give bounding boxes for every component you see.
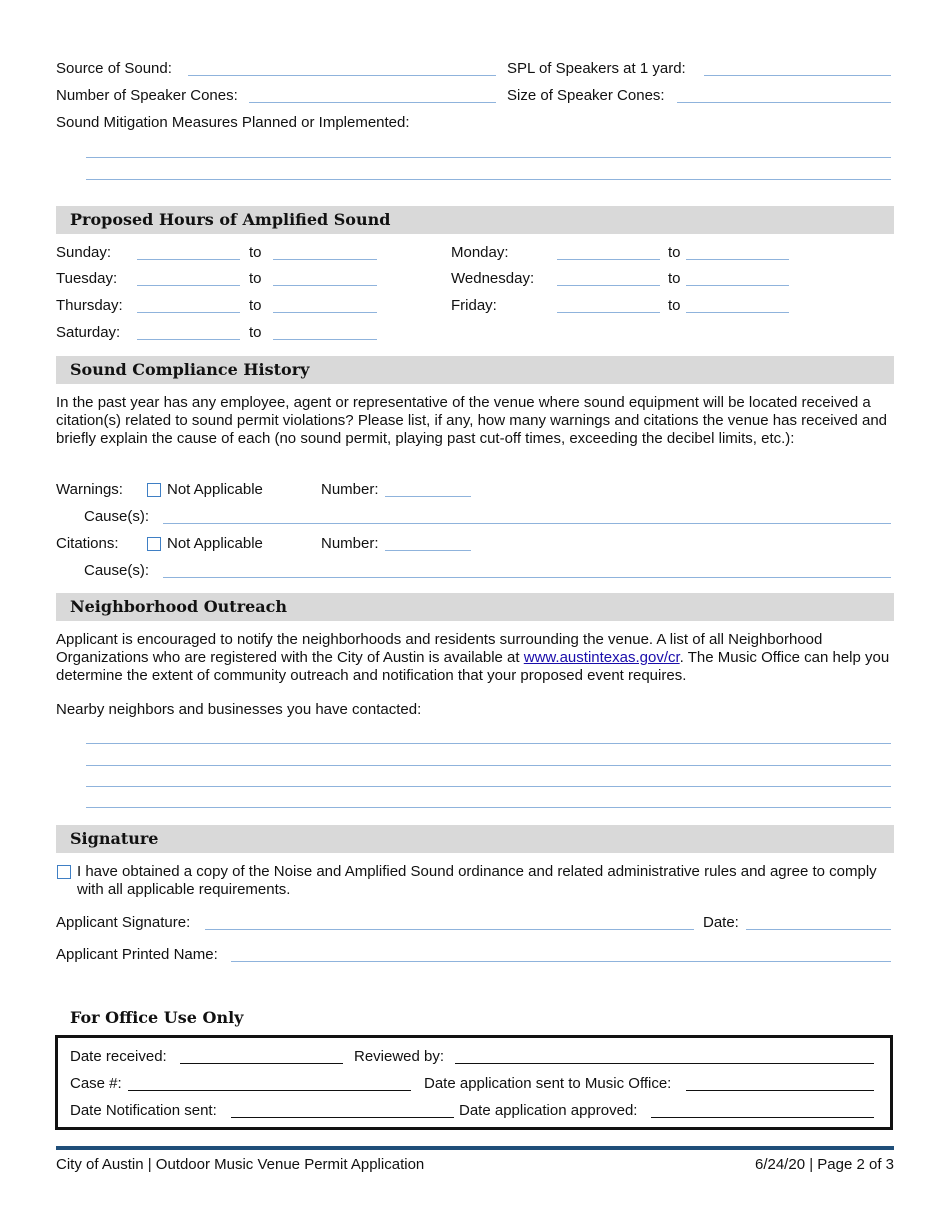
approved-label: Date application approved:	[459, 1102, 638, 1119]
citations-number-label: Number:	[321, 535, 379, 552]
agreement-text: I have obtained a copy of the Noise and Amplified Sound ordinance and related administrative rules and agree to comply with all applicable requirements.	[77, 863, 877, 898]
office-use-title: For Office Use Only	[70, 1008, 244, 1027]
footer-divider	[56, 1146, 894, 1150]
to-label: to	[249, 297, 262, 314]
speaker-cones-size-label: Size of Speaker Cones:	[507, 87, 665, 104]
agreement-checkbox[interactable]	[57, 865, 71, 879]
monday-end-field[interactable]	[686, 259, 789, 260]
section-title: Proposed Hours of Amplified Sound	[70, 210, 391, 229]
spl-label: SPL of Speakers at 1 yard:	[507, 60, 686, 77]
outreach-text-before-link: Applicant is encouraged to notify the neighborhoods and residents surrounding the venue. A list of all Neighborhood Organizations who are registered with the City of Austin is available at	[56, 631, 823, 666]
citations-not-applicable-label: Not Applicable	[167, 535, 263, 552]
signature-date-field[interactable]	[746, 929, 891, 930]
to-label: to	[668, 297, 681, 314]
warnings-not-applicable-label: Not Applicable	[167, 481, 263, 498]
saturday-end-field[interactable]	[273, 339, 377, 340]
section-sound-compliance	[56, 356, 894, 384]
warnings-causes-label: Cause(s):	[84, 508, 150, 525]
footer-page-info: 6/24/20 | Page 2 of 3	[754, 1156, 894, 1173]
tuesday-start-field[interactable]	[137, 285, 240, 286]
section-title: Neighborhood Outreach	[70, 597, 288, 616]
to-label: to	[249, 270, 262, 287]
printed-name-field[interactable]	[231, 961, 891, 962]
warnings-not-applicable-checkbox[interactable]	[147, 483, 161, 497]
mitigation-line-1[interactable]	[86, 157, 891, 158]
monday-label: Monday:	[451, 244, 509, 261]
wednesday-end-field[interactable]	[686, 285, 789, 286]
saturday-start-field[interactable]	[137, 339, 240, 340]
friday-start-field[interactable]	[557, 312, 660, 313]
section-title: Signature	[70, 829, 159, 848]
citations-not-applicable-checkbox[interactable]	[147, 537, 161, 551]
contacted-line-4[interactable]	[86, 807, 891, 808]
friday-end-field[interactable]	[686, 312, 789, 313]
citations-label: Citations:	[56, 535, 119, 552]
date-received-field[interactable]	[180, 1063, 343, 1064]
source-of-sound-label: Source of Sound:	[56, 60, 172, 77]
section-neighborhood-outreach	[56, 593, 894, 621]
thursday-start-field[interactable]	[137, 312, 240, 313]
speaker-cones-number-field[interactable]	[249, 102, 496, 103]
sunday-label: Sunday:	[56, 244, 112, 261]
contacted-line-1[interactable]	[86, 743, 891, 744]
section-title: Sound Compliance History	[70, 360, 310, 379]
to-label: to	[668, 244, 681, 261]
sunday-end-field[interactable]	[273, 259, 377, 260]
contacted-label: Nearby neighbors and businesses you have contacted:	[56, 701, 422, 718]
spl-field[interactable]	[704, 75, 891, 76]
mitigation-label: Sound Mitigation Measures Planned or Implemented:	[56, 114, 410, 131]
reviewed-by-field[interactable]	[455, 1063, 874, 1064]
compliance-intro: In the past year has any employee, agent or representative of the venue where sound equipment will be located received a citation(s) related to sound permit violations? Please list, if any, how many warnings and citations the venue has received and briefly explain the cause of each (no sound permit, playing past cut-off times, exceeding the decibel limits, etc.):	[56, 394, 888, 447]
thursday-end-field[interactable]	[273, 312, 377, 313]
citations-causes-field[interactable]	[163, 577, 891, 578]
case-number-field[interactable]	[128, 1090, 411, 1091]
section-proposed-hours	[56, 206, 894, 234]
to-label: to	[668, 270, 681, 287]
saturday-label: Saturday:	[56, 324, 121, 341]
contacted-line-3[interactable]	[86, 786, 891, 787]
notification-sent-field[interactable]	[231, 1117, 454, 1118]
speaker-cones-size-field[interactable]	[677, 102, 891, 103]
thursday-label: Thursday:	[56, 297, 123, 314]
applicant-signature-label: Applicant Signature:	[56, 914, 191, 931]
citations-number-field[interactable]	[385, 550, 471, 551]
sunday-start-field[interactable]	[137, 259, 240, 260]
warnings-label: Warnings:	[56, 481, 123, 498]
to-label: to	[249, 244, 262, 261]
tuesday-label: Tuesday:	[56, 270, 118, 287]
friday-label: Friday:	[451, 297, 497, 314]
warnings-number-label: Number:	[321, 481, 379, 498]
outreach-paragraph	[56, 631, 894, 685]
warnings-number-field[interactable]	[385, 496, 471, 497]
notification-sent-label: Date Notification sent:	[70, 1102, 217, 1119]
approved-field[interactable]	[651, 1117, 874, 1118]
date-received-label: Date received:	[70, 1048, 167, 1065]
sent-to-music-office-field[interactable]	[686, 1090, 874, 1091]
footer-title: City of Austin | Outdoor Music Venue Permit Application	[56, 1156, 425, 1173]
reviewed-by-label: Reviewed by:	[354, 1048, 445, 1065]
speaker-cones-number-label: Number of Speaker Cones:	[56, 87, 238, 104]
source-of-sound-field[interactable]	[188, 75, 496, 76]
wednesday-start-field[interactable]	[557, 285, 660, 286]
warnings-causes-field[interactable]	[163, 523, 891, 524]
wednesday-label: Wednesday:	[451, 270, 535, 287]
mitigation-line-2[interactable]	[86, 179, 891, 180]
contacted-line-2[interactable]	[86, 765, 891, 766]
sent-to-music-office-label: Date application sent to Music Office:	[424, 1075, 672, 1092]
section-signature	[56, 825, 894, 853]
monday-start-field[interactable]	[557, 259, 660, 260]
austin-cr-link[interactable]: www.austintexas.gov/cr	[523, 649, 680, 666]
case-number-label: Case #:	[70, 1075, 122, 1092]
printed-name-label: Applicant Printed Name:	[56, 946, 218, 963]
tuesday-end-field[interactable]	[273, 285, 377, 286]
to-label: to	[249, 324, 262, 341]
citations-causes-label: Cause(s):	[84, 562, 150, 579]
signature-date-label: Date:	[703, 914, 739, 931]
outreach-text-after-link: . The Music Office can help you determine the extent of community outreach and notification that your proposed event requires.	[56, 649, 890, 684]
applicant-signature-field[interactable]	[205, 929, 694, 930]
